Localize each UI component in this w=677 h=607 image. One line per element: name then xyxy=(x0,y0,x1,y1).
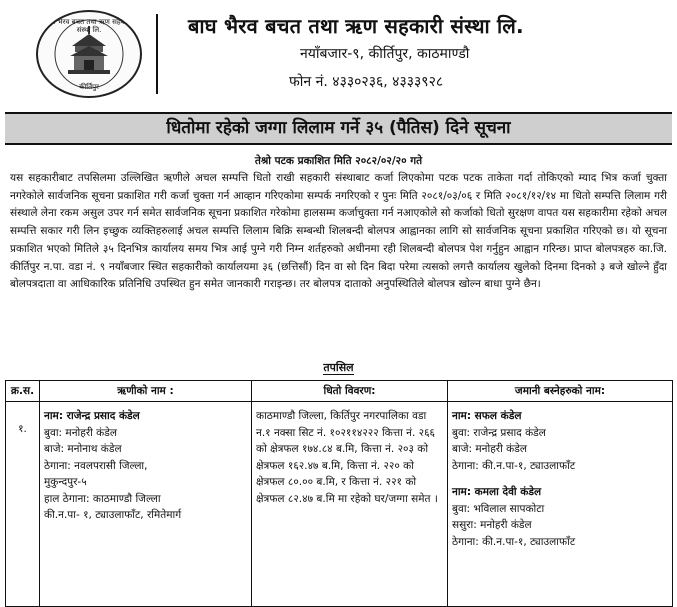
guarantor-1-name: नाम: सफल कंडेल xyxy=(452,410,522,422)
details-table xyxy=(5,380,673,607)
notice-title: धितोमा रहेको जग्गा लिलाम गर्ने ३५ (पैतिस) दिने सूचना xyxy=(166,118,511,138)
table-header-row xyxy=(6,381,673,402)
publication-date: तेश्रो पटक प्रकाशित मिति २०८२/०२/२० गते xyxy=(254,155,423,167)
debtor-cell xyxy=(40,402,252,607)
guarantor-spacer xyxy=(452,474,668,484)
collateral-description: काठमाण्डौ जिल्ला, किर्तिपुर नगरपालिका वडा न.१ नक्सा सिट नं. १०२११४२२२ कित्ता नं. २६६ को क्षेत्रफल १७४.८४ ब.मि, कित्ता नं. २०३ को क्षेत्रफल १६२.४७ ब.मि, कित्ता नं. २२० को क्षेत्रफल ८०.०० ब.मि, र कित्ता नं. २२१ को क्षेत्रफल ८२.४७ ब.मि मा रहेको घर/जग्गा समेत । xyxy=(256,410,438,505)
collateral-cell xyxy=(252,402,448,607)
guarantor-2-name: नाम: कमला देवी कंडेल xyxy=(452,486,542,498)
tapsil-heading-wrap xyxy=(0,360,677,375)
tapsil-heading: तपसिल xyxy=(323,361,354,374)
guarantor-2-relation: बुवा: भविलाल सापकोटा xyxy=(452,502,545,515)
logo-text-bottom: कीर्तिपुर xyxy=(79,83,99,91)
guarantor-2-grandfather: ससुरा: मनोहरी कंडेल xyxy=(452,519,532,531)
guarantor-1-relation: बुवा: राजेन्द्र प्रसाद कंडेल xyxy=(452,426,546,439)
debtor-current-address-line2: की.न.पा- १, ट्याउलाफाँट, रमितेमार्ग xyxy=(44,509,182,521)
guarantor-1-address: ठेगाना: की.न.पा-१, ट्याउलाफाँट xyxy=(452,459,576,472)
debtor-father: बुवा: मनोहरी कंडेल xyxy=(44,426,117,439)
organization-name: बाघ भैरव बचत तथा ऋण सहकारी संस्था लि. xyxy=(188,14,524,38)
notice-body: यस सहकारीबाट तपसिलमा उल्लिखित ऋणीले अचल सम्पत्ति धितो राखी सहकारी संस्थाबाट कर्जा लिएकोमा पटक पटक ताकेता गर्दा तोकिएको म्याद भित्र कर्जा चुक्ता नगरेकोले सार्वजनिक सूचना प्रकाशित गरी कर्जा चुक्ता गर्न आव्हान गरिएकोमा सम्पर्क नगरिएको र पुनः मिति २०८१/०३/०६ र मिति २०८१/१२/१४ मा धितो सम्पत्ति लिलाम गरी संस्थाले लेना रकम असुल उपर गर्न समेत सार्वजनिक सूचना प्रकाशित गरेकोमा हालसम्म कर्जाचुक्ता गर्न नआएकोले सो कर्जाको धितो सुरक्षण वापत यस सहकारीमा रहेको अचल सम्पत्ति सकार गरी लिन इच्छुक व्यक्तिहरुलाई अचल सम्पत्ति लिलाम बिक्रि सम्बन्धी शिलबन्दी बोलपत्र आह्वानका लागि सो सार्वजनिक सूचना प्रकाशित गरिएको छ। यो सूचना प्रकाशित भएको मितिले ३५ दिनभित्र कार्यालय समय भित्र आई पुग्ने गरी निम्न शर्तहरुको अधीनमा रही शिलबन्दी बोलपत्र पेश गर्नुहुन आह्वान गरिन्छ। प्राप्त बोलपत्रहरु का.जि. कीर्तिपुर न.पा. वडा नं. ९ नयाँबजार स्थित सहकारीको कार्यालयमा ३६ (छत्तिसौं) दिन वा सो दिन बिदा परेमा त्यसको लगत्तै कार्यालय खुलेको दिनमा दिनको ३ बजे खोल्ने हुँदा बोलपत्रदाता वा आधिकारिक प्रतिनिधि उपस्थित हुन समेत जानकारी गराइन्छ। तर बोलपत्र दाताको अनुपस्थितिले बोलपत्र खोल्न बाधा पुग्ने छैन। xyxy=(10,172,667,291)
organization-address: नयाँबजार-९, कीर्तिपुर, काठमाण्डौ xyxy=(300,46,470,62)
notice-title-bar xyxy=(5,112,672,145)
header-sn: क्र.स. xyxy=(6,381,40,402)
logo-text-top: बाघ भैरव बचत तथा ऋण सहकारी संस्था लि. xyxy=(45,18,133,34)
table-row xyxy=(6,402,673,607)
guarantor-1-grandfather: बाजे: मनोहरी कंडेल xyxy=(452,443,527,455)
cooperative-logo xyxy=(36,10,142,98)
debtor-current-address-line1: हाल ठेगाना: काठमाण्डौ जिल्ला xyxy=(44,492,161,505)
header xyxy=(0,0,677,108)
guarantor-2-address: ठेगाना: की.न.पा-१, ट्याउलाफाँट xyxy=(452,535,576,548)
header-divider xyxy=(156,14,158,94)
header-collateral: धितो विवरण: xyxy=(252,381,448,402)
header-guarantors: जमानी बस्नेहरुको नाम: xyxy=(448,381,673,402)
row-sn: १. xyxy=(6,402,40,607)
debtor-grandfather: बाजे: मनोनाथ कंडेल xyxy=(44,443,122,455)
debtor-address-line2: मुकुन्दपुर-५ xyxy=(44,476,87,488)
debtor-name: नाम: राजेन्द्र प्रसाद कंडेल xyxy=(44,410,140,422)
organization-phone: फोन नं. ४३३०२३६, ४३३३९२८ xyxy=(289,74,444,90)
header-debtor: ऋणीको नाम : xyxy=(40,381,252,402)
guarantors-cell xyxy=(448,402,673,607)
debtor-address-line1: ठेगाना: नवलपरासी जिल्ला, xyxy=(44,459,148,472)
